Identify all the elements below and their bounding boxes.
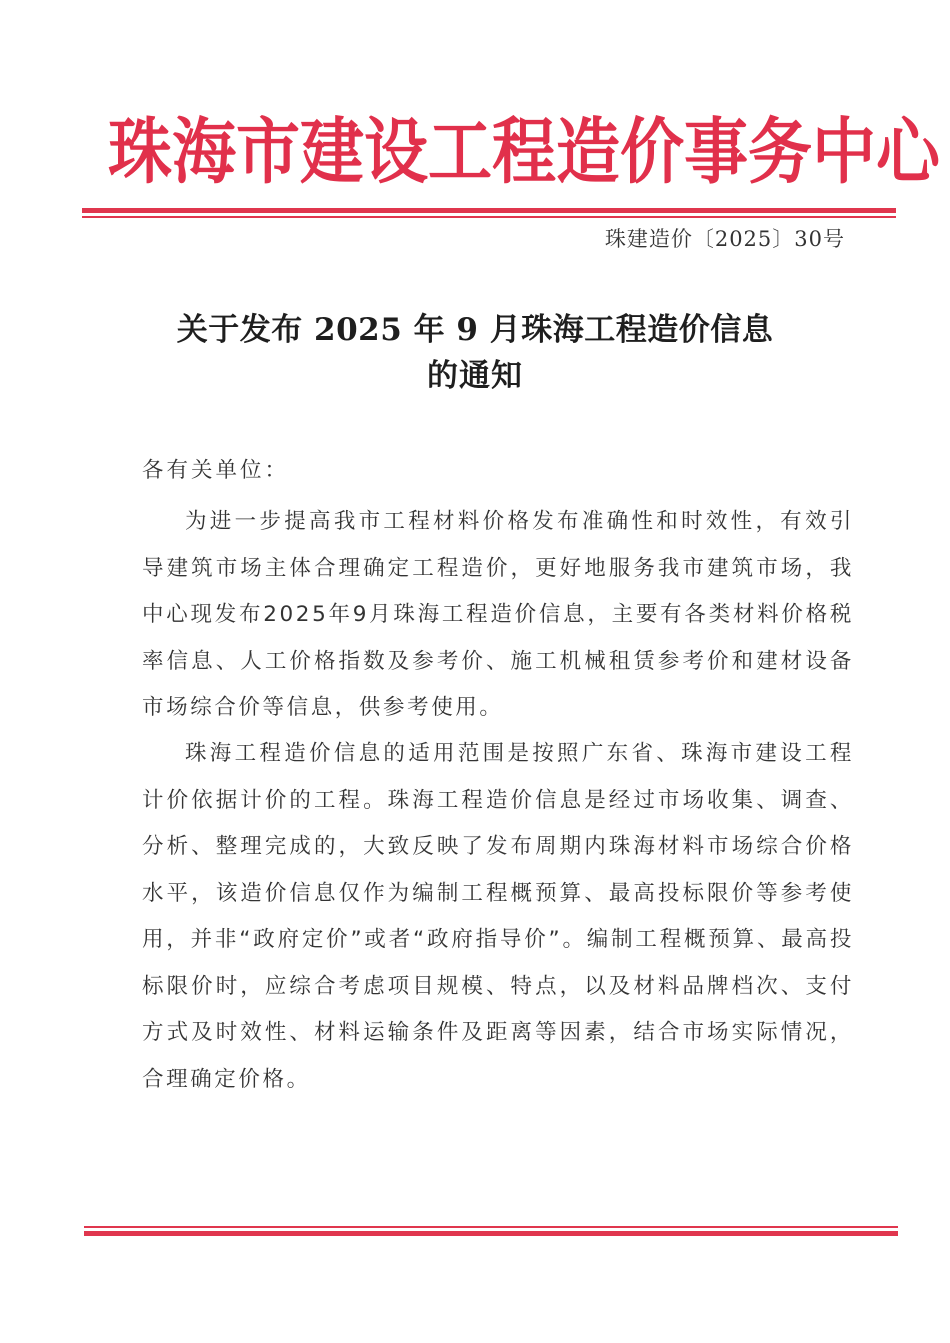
masthead-char: 珠	[108, 110, 172, 195]
masthead-char: 设	[364, 110, 428, 195]
footer-divider-thick	[84, 1231, 898, 1236]
masthead-char: 价	[620, 110, 684, 195]
masthead-char: 事	[684, 110, 748, 195]
masthead-char: 市	[236, 110, 300, 195]
body-paragraph-2: 珠海工程造价信息的适用范围是按照广东省、珠海市建设工程计价依据计价的工程。珠海工程造价信息是经过市场收集、调查、分析、整理完成的，大致反映了发布周期内珠海材料市场综合价格水平，该造价信息仅作为编制工程概预算、最高投标限价等参考使用，并非“政府定价”或者“政府指导价”。编制工程概预算、最高投标限价时，应综合考虑项目规模、特点，以及材料品牌档次、支付方式及时效性、材料运输条件及距离等因素，结合市场实际情况，合理确定价格。	[142, 741, 854, 1092]
document-number: 珠建造价〔2025〕30号	[604, 227, 845, 251]
header-divider-thin	[82, 216, 896, 218]
masthead-char: 务	[748, 110, 812, 195]
footer-divider-thin	[84, 1226, 898, 1228]
masthead-char: 造	[556, 110, 620, 195]
document-title-line2: 的通知	[427, 358, 523, 394]
body-paragraph-1: 为进一步提高我市工程材料价格发布准确性和时效性，有效引导建筑市场主体合理确定工程造价，更好地服务我市建筑市场，我中心现发布2025年9月珠海工程造价信息，主要有各类材料价格税率信息、人工价格指数及参考价、施工机械租赁参考价和建材设备市场综合价等信息，供参考使用。	[142, 509, 854, 720]
masthead-char: 建	[300, 110, 364, 195]
masthead-char: 心	[876, 110, 940, 195]
masthead-char: 程	[492, 110, 556, 195]
masthead-char: 工	[428, 110, 492, 195]
document-title-line1: 关于发布 2025 年 9 月珠海工程造价信息	[176, 312, 774, 348]
salutation: 各有关单位：	[142, 458, 290, 483]
masthead-char: 中	[812, 110, 876, 195]
header-divider-thick	[82, 208, 896, 213]
masthead-char: 海	[172, 110, 236, 195]
masthead-org-name	[108, 110, 940, 195]
